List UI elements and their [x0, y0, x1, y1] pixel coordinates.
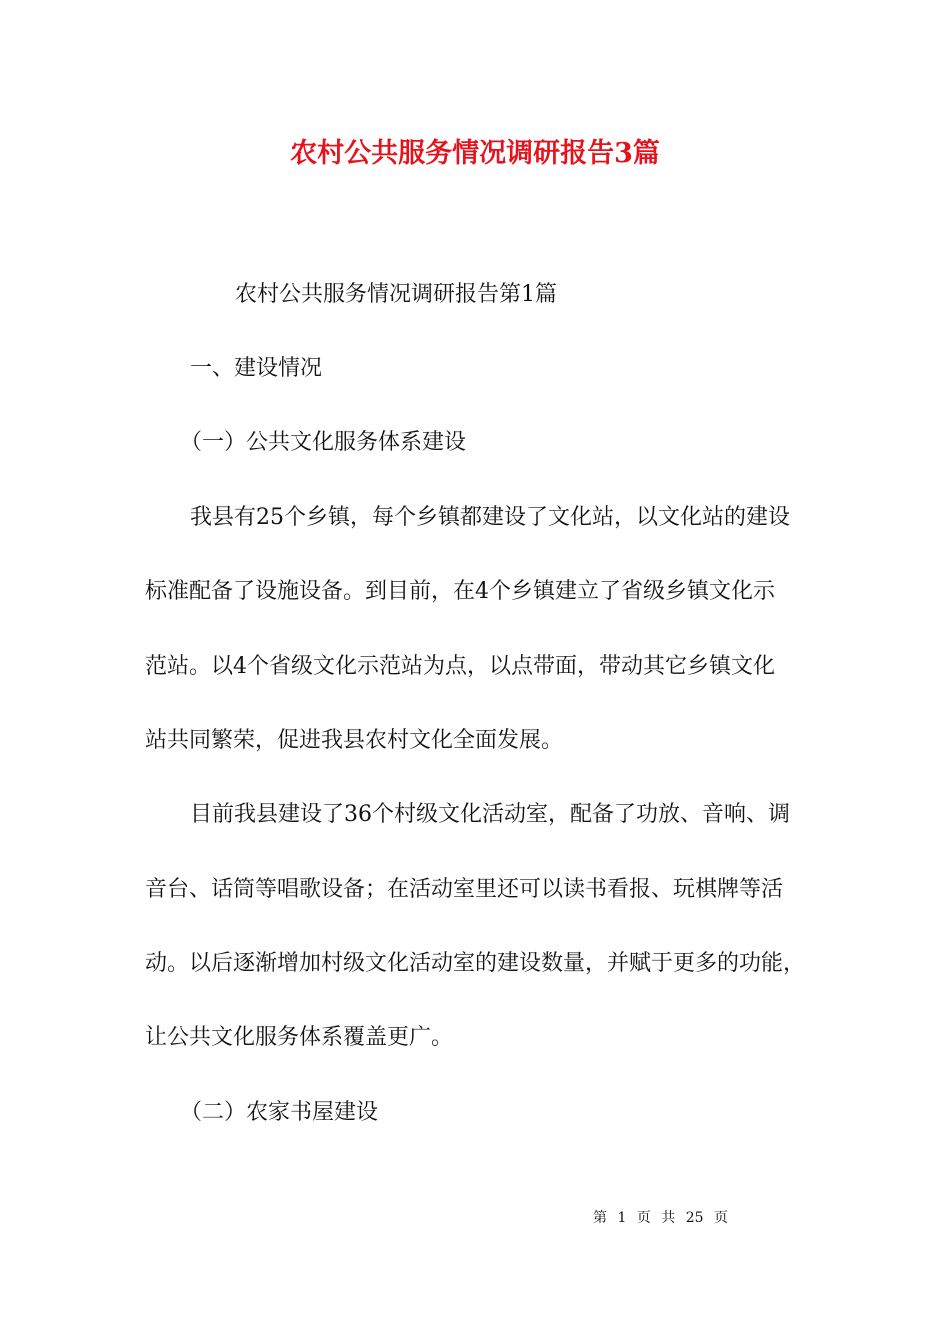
section-heading-construction: 一、建设情况 — [190, 356, 323, 381]
document-title: 农村公共服务情况调研报告3篇 — [290, 138, 660, 169]
paragraph-line: 音台、话筒等唱歌设备；在活动室里还可以读书看报、玩棋牌等活 — [145, 877, 784, 902]
report-subtitle: 农村公共服务情况调研报告第1篇 — [235, 282, 557, 307]
paragraph-line: 动。以后逐渐增加村级文化活动室的建设数量，并赋于更多的功能， — [145, 951, 806, 976]
paragraph-line: 标准配备了设施设备。到目前，在4个乡镇建立了省级乡镇文化示 — [145, 579, 775, 604]
paragraph-line: 让公共文化服务体系覆盖更广。 — [145, 1025, 454, 1050]
paragraph-line: 站共同繁荣，促进我县农村文化全面发展。 — [145, 728, 564, 753]
subsection-heading-public-culture: （一）公共文化服务体系建设 — [180, 430, 467, 455]
paragraph-line: 我县有25个乡镇，每个乡镇都建设了文化站，以文化站的建设 — [190, 505, 790, 530]
page-number: 第 1 页 共 25 页 — [593, 1210, 728, 1226]
subsection-heading-farm-library: （二）农家书屋建设 — [180, 1100, 379, 1125]
paragraph-line: 目前我县建设了36个村级文化活动室，配备了功放、音响、调 — [190, 802, 790, 827]
paragraph-line: 范站。以4个省级文化示范站为点，以点带面，带动其它乡镇文化 — [145, 654, 775, 679]
